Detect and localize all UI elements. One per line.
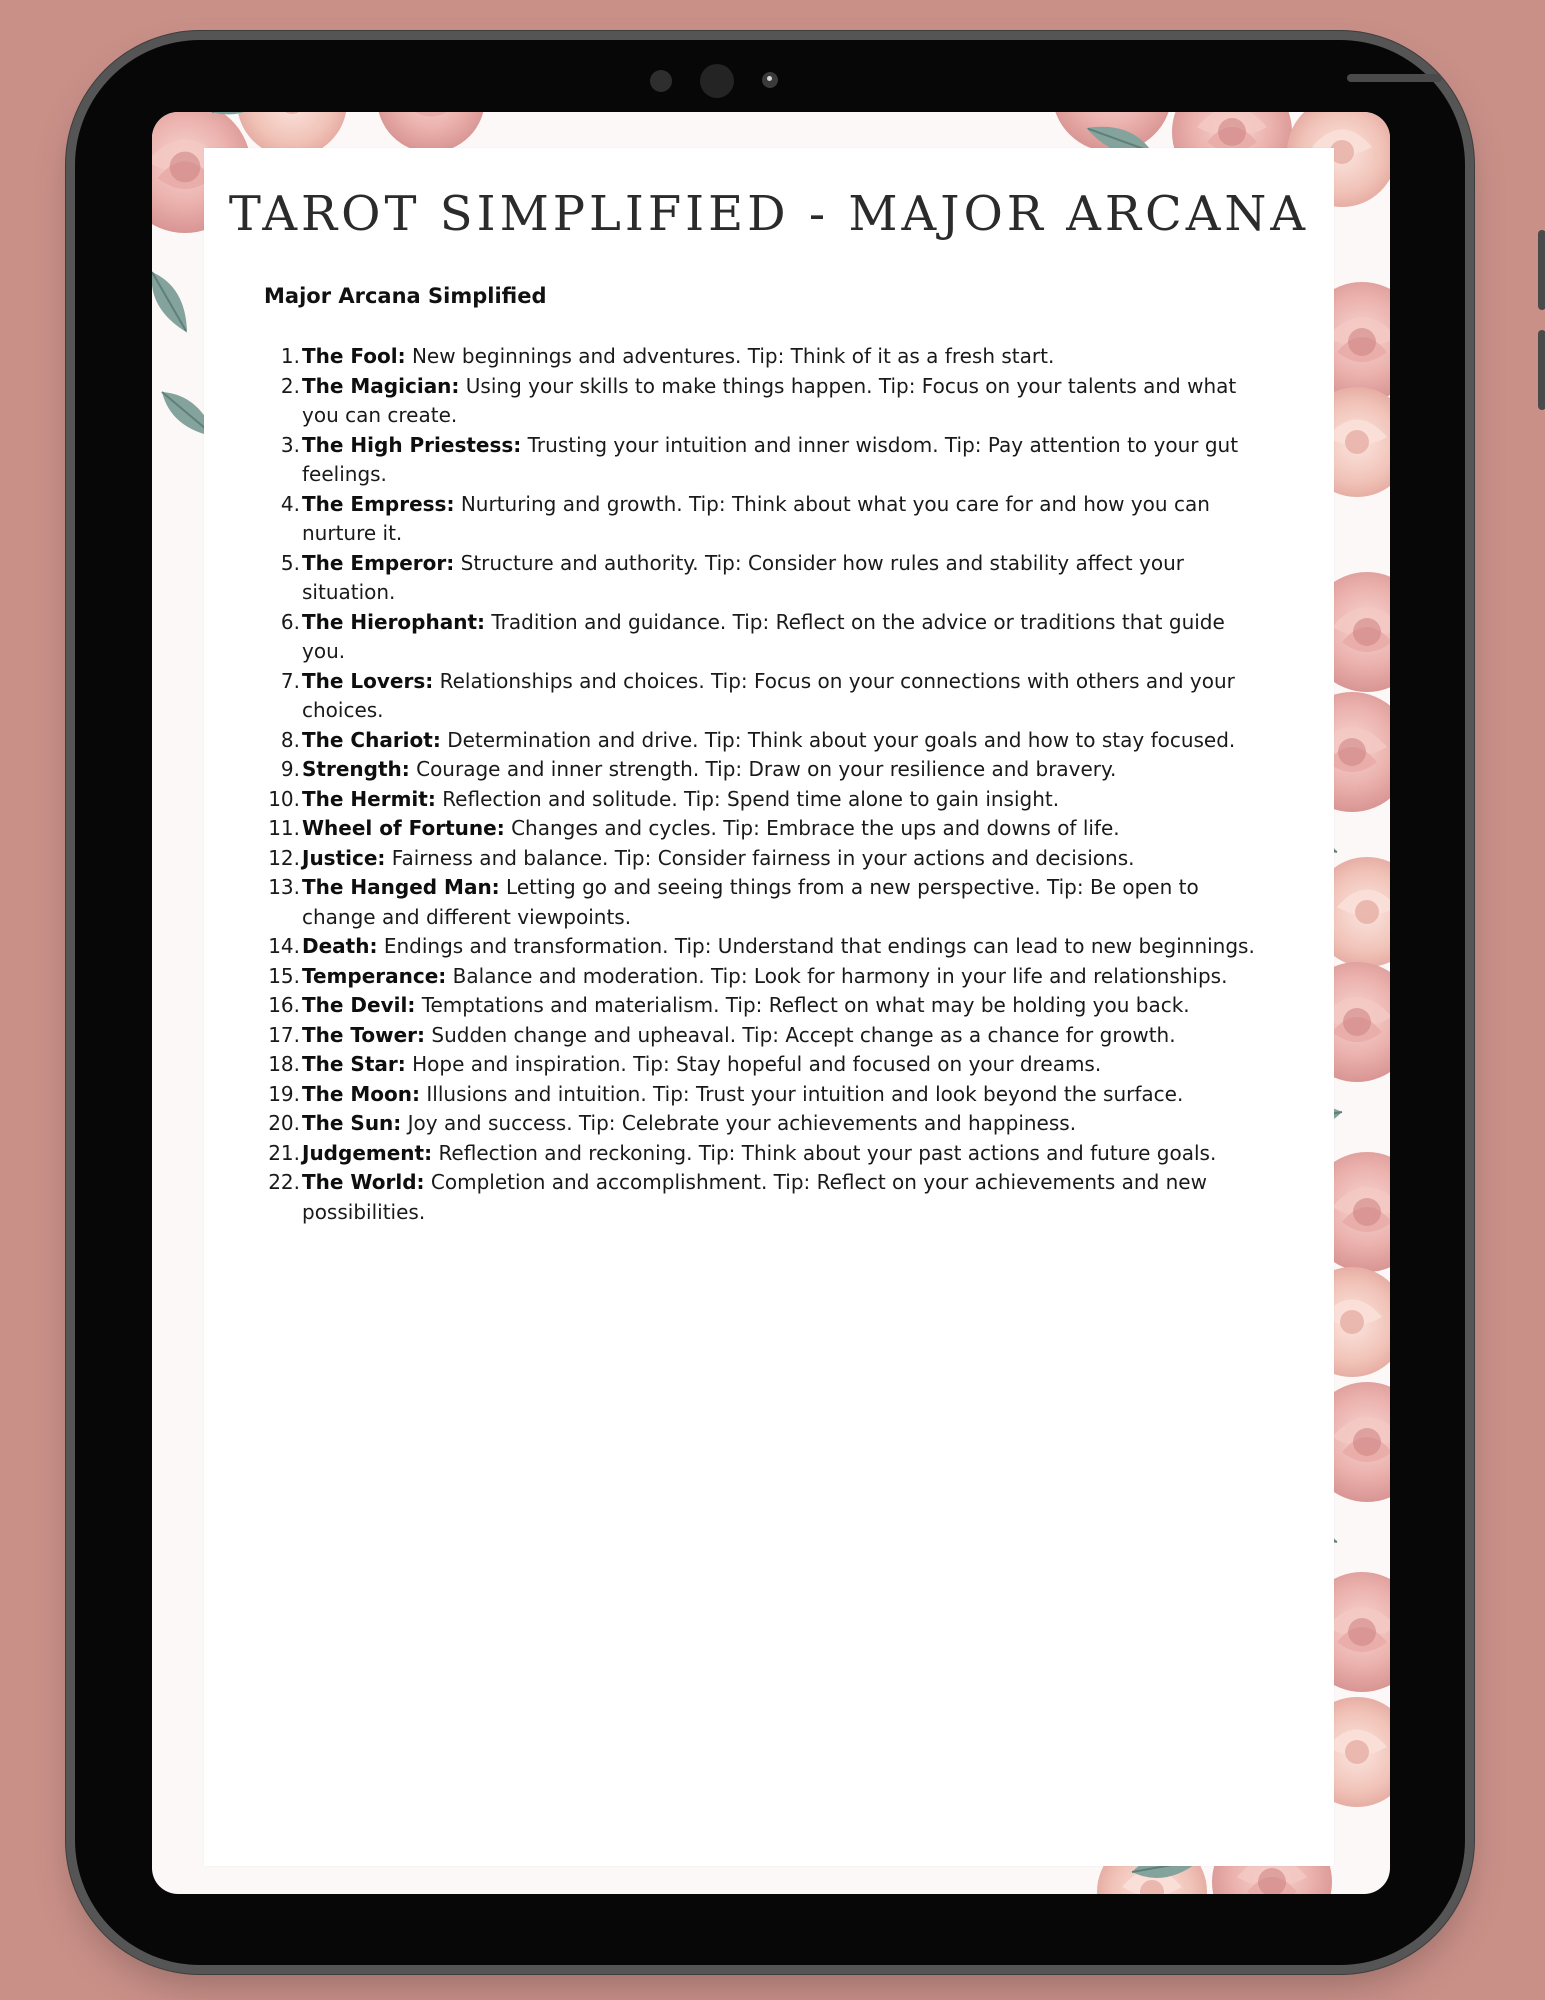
light-sensor-icon [762,72,778,88]
list-number: 19. [268,1081,300,1106]
list-item [264,814,1274,844]
card-name: Justice: [302,845,386,870]
list-item [264,431,1274,490]
card-description: Structure and authority. Tip: Consider how rules and stability affect your situation. [302,550,1184,604]
list-number: 7. [280,668,300,693]
list-number: 12. [268,845,300,870]
section-heading: Major Arcana Simplified [264,284,547,308]
list-number: 22. [268,1170,300,1194]
list-number: 17. [268,1022,300,1047]
list-item [264,1139,1274,1169]
card-name: The High Priestess: [302,432,522,457]
list-item [264,1021,1274,1051]
list-number: 4. [280,491,300,516]
card-name: The Chariot: [302,727,441,752]
card-name: The Hierophant: [302,609,486,634]
list-number: 21. [268,1140,300,1165]
list-item [264,844,1274,874]
card-name: The Moon: [302,1081,421,1106]
card-description: Temptations and materialism. Tip: Reflect on what may be holding you back. [421,993,1190,1017]
list-number: 18. [268,1052,300,1076]
card-description: Fairness and balance. Tip: Consider fairness in your actions and decisions. [391,845,1135,870]
card-description: Completion and accomplishment. Tip: Reflect on your achievements and new possibilities. [302,1170,1207,1224]
camera-icon [700,64,734,98]
card-description: Balance and moderation. Tip: Look for harmony in your life and relationships. [452,963,1228,988]
list-number: 1. [280,344,300,368]
card-description: Trusting your intuition and inner wisdom. Tip: Pay attention to your gut feelings. [302,432,1239,486]
list-item [264,873,1274,932]
card-description: Letting go and seeing things from a new perspective. Tip: Be open to change and different viewpoints. [302,875,1199,929]
list-item [264,549,1274,608]
card-name: Temperance: [302,963,447,988]
document-page [204,148,1334,1866]
card-name: The Lovers: [302,668,434,693]
volume-up-button[interactable] [1538,230,1545,310]
list-item [264,1050,1274,1080]
card-name: The Tower: [302,1022,426,1047]
list-number: 2. [280,373,300,398]
card-description: Endings and transformation. Tip: Understand that endings can lead to new beginnings. [383,934,1255,958]
card-description: Changes and cycles. Tip: Embrace the ups and downs of life. [511,816,1120,840]
list-number: 11. [268,816,300,840]
list-item [264,932,1274,962]
page-title: TAROT SIMPLIFIED - MAJOR ARCANA [228,186,1310,242]
list-number: 20. [268,1111,300,1135]
list-number: 15. [268,963,300,988]
list-item [264,1168,1274,1227]
card-name: The Hanged Man: [302,875,500,899]
card-name: The World: [302,1170,425,1194]
card-description: Illusions and intuition. Tip: Trust your intuition and look beyond the surface. [426,1081,1184,1106]
list-number: 10. [268,786,300,811]
card-description: Joy and success. Tip: Celebrate your achievements and happiness. [407,1111,1077,1135]
list-item [264,1109,1274,1139]
list-item [264,962,1274,992]
list-item [264,667,1274,726]
card-name: Death: [302,934,378,958]
card-description: Tradition and guidance. Tip: Reflect on the advice or traditions that guide you. [302,609,1225,663]
card-name: The Fool: [302,344,406,368]
card-name: The Hermit: [302,786,436,811]
card-description: Nurturing and growth. Tip: Think about what you care for and how you can nurture it. [302,491,1210,545]
card-description: Sudden change and upheaval. Tip: Accept change as a chance for growth. [431,1022,1176,1047]
list-item [264,755,1274,785]
card-description: Determination and drive. Tip: Think about your goals and how to stay focused. [447,727,1236,752]
card-name: The Emperor: [302,550,455,575]
volume-down-button[interactable] [1538,330,1545,410]
card-description: New beginnings and adventures. Tip: Think of it as a fresh start. [411,344,1055,368]
card-description: Courage and inner strength. Tip: Draw on your resilience and bravery. [416,757,1117,781]
major-arcana-list [264,342,1274,1227]
tablet-frame [75,40,1465,1965]
list-number: 8. [280,727,300,752]
list-number: 16. [268,993,300,1017]
card-name: The Sun: [302,1111,402,1135]
list-number: 6. [280,609,300,634]
list-item [264,1080,1274,1110]
card-description: Hope and inspiration. Tip: Stay hopeful and focused on your dreams. [412,1052,1102,1076]
card-description: Using your skills to make things happen. Tip: Focus on your talents and what you can create. [302,373,1237,427]
list-item [264,785,1274,815]
list-item [264,991,1274,1021]
card-name: The Empress: [302,491,455,516]
list-number: 9. [280,757,300,781]
list-item [264,726,1274,756]
list-item [264,490,1274,549]
card-description: Reflection and solitude. Tip: Spend time alone to gain insight. [442,786,1060,811]
card-name: Strength: [302,757,410,781]
list-number: 13. [268,875,300,899]
card-name: The Star: [302,1052,406,1076]
tablet-screen [152,112,1390,1894]
list-number: 14. [268,934,300,958]
sensor-icon [650,70,672,92]
card-name: The Magician: [302,373,460,398]
card-name: Judgement: [302,1140,433,1165]
card-description: Reflection and reckoning. Tip: Think about your past actions and future goals. [438,1140,1217,1165]
list-item [264,372,1274,431]
power-button[interactable] [1347,74,1442,82]
card-name: The Devil: [302,993,416,1017]
list-number: 3. [280,432,300,457]
list-item [264,342,1274,372]
list-item [264,608,1274,667]
card-description: Relationships and choices. Tip: Focus on your connections with others and your choices. [302,668,1235,722]
card-name: Wheel of Fortune: [302,816,505,840]
list-number: 5. [280,550,300,575]
